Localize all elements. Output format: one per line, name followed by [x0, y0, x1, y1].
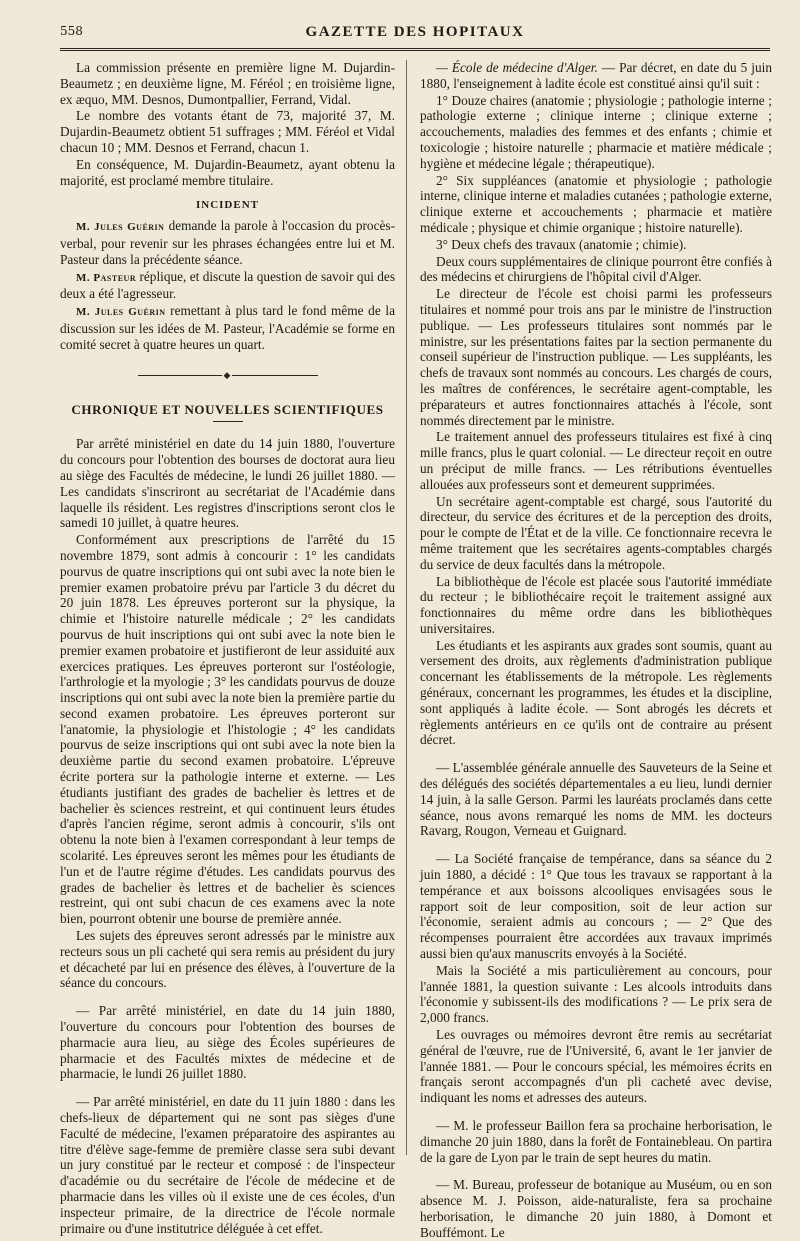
paragraph: — La Société française de tempérance, dans sa séance du 2 juin 1880, a décidé : 1° Que tous les travaux se rapportant à la tempérance et aux boissons alcooliques envisagées sous le rapport soit de leur composition, soit de leur action sur l'économie, seraient admis au concours ; — 2° Que des récompenses pourraient être accordées aux travaux imprimés aussi bien qu'aux manuscrits envoyés à la Société.: [420, 851, 772, 962]
page-number: 558: [60, 24, 83, 38]
paragraph: Le nombre des votants étant de 73, majorité 37, M. Dujardin-Beaumetz obtient 51 suffrages ; MM. Féréol et Vidal chacun 10 ; MM. Desnos et Ferrand, chacun 1.: [60, 108, 395, 155]
paragraph: [60, 269, 395, 303]
speaker-name: M. Jules Guérin: [76, 306, 166, 319]
paragraph: — M. Bureau, professeur de botanique au Muséum, ou en son absence M. J. Poisson, aide-naturaliste, fera sa prochaine herborisation, le dimanche 20 juin 1880, à Domont et Bouffémont. Le: [420, 1177, 772, 1240]
paragraph: En conséquence, M. Dujardin-Beaumetz, ayant obtenu la majorité, est proclamé membre titulaire.: [60, 156, 395, 188]
paragraph: — Par arrêté ministériel, en date du 11 juin 1880 : dans les chefs-lieux de département qui ne sont pas sièges d'une Faculté de médecine, l'examen préparatoire des aspirantes au titre d'élève sage-femme de première classe sera subi devant un jury constitué par le recteur et composé : de l'inspecteur d'académie ou du secrétaire de l'école de médecine et de pharmacie dans les villes où il existe une de ces écoles, d'un inspecteur primaire, de la directrice de l'école normale primaire ou d'une institutrice déléguée à cet effet.: [60, 1094, 395, 1236]
page-header: [60, 20, 770, 51]
paragraph: Le traitement annuel des professeurs titulaires est fixé à cinq mille francs, plus le quart colonial. — Le directeur reçoit en outre un préciput de mille francs. — Les rétributions éventuelles allouées aux professeurs sont et demeurent supprimées.: [420, 429, 772, 492]
right-column: [420, 60, 772, 1240]
paragraph: Un secrétaire agent-comptable est chargé, sous l'autorité du directeur, du service des écritures et de la perception des droits, pour le compte de l'État et de la ville. Ce fonctionnaire recevra le même traitement que les secrétaires agents-comptables chargés du service de deux facultés dans la métropole.: [420, 493, 772, 572]
paragraph: Conformément aux prescriptions de l'arrêté du 15 novembre 1879, sont admis à concourir : 1° les candidats pourvus de quatre inscriptions qui ont subi avec la note bien le premier examen probatoire prévu par l'article 3 du décret du 20 juin 1878. Les épreuves porteront sur la physique, la chimie et l'histoire naturelle médicale ; 2° les candidats pourvus de huit inscriptions qui ont subi avec la note bien le premier examen probatoire et justifieront de leur assiduité aux exercices pratiques. Les épreuves porteront sur l'ostéologie, l'arthrologie et la myologie ; 3° les candidats pourvus de douze inscriptions qui ont subi avec la note bien la première partie du second examen probatoire. Les épreuves porteront sur l'anatomie, la physiologie et l'histologie ; 4° les candidats pourvus de seize inscriptions qui ont subi avec la note bien la deuxième partie du second examen probatoire. L'épreuve écrite portera sur la pathologie interne et externe. — Les étudiants justifiant des grades de bachelier ès lettres et de bachelier ès sciences restreint, et qui continuent leurs études d'après l'ancien régime, seront admis à concourir, s'ils ont obtenu la note bien à l'examen correspondant à leur temps de scolarité. Les épreuves seront les mêmes pour les étudiants de l'un et de l'autre régime d'études. Les candidats pourvus des grades de bachelier ès lettres et de bachelier ès sciences restreint, qui ont subi chacun de ces examens avec la note bien, pourront obtenir une bourse de première année.: [60, 532, 395, 927]
item-heading: — École de médecine d'Alger.: [436, 60, 598, 75]
item-text: — Par décret, en date du 5 juin 1880, l'enseignement à ladite école est constitué ainsi qu'il suit :: [420, 60, 772, 91]
paragraph: — L'assemblée générale annuelle des Sauveteurs de la Seine et des délégués des sociétés départementales a eu lieu, lundi dernier 14 juin, à la salle Gerson. Parmi les lauréats proclamés dans cette séance, nous avons remarqué les noms de MM. les docteurs Ravarg, Rougon, Verneau et Guignard.: [420, 760, 772, 839]
paragraph: 2° Six suppléances (anatomie et physiologie ; pathologie interne, clinique interne et maladies cutanées ; pathologie externe, clinique externe et accouchements ; pharmacie et matière médicale ; physique et chimie organique ; histoire naturelle).: [420, 172, 772, 235]
paragraph: Les sujets des épreuves seront adressés par le ministre aux recteurs sous un pli cacheté qui sera remis au président du jury et décacheté par lui en présence des élèves, à l'ouverture de la séance du concours.: [60, 928, 395, 991]
left-column: [60, 60, 396, 1236]
title-underline: [213, 421, 243, 422]
speech-text: réplique, et discute la question de savoir qui des deux a été l'agresseur.: [60, 268, 396, 302]
paragraph: Les étudiants et les aspirants aux grades sont soumis, quant au versement des droits, aux règlements d'administration publique concernant les établissements de la métropole. Les règlements généraux, concernant les programmes, les études et la discipline, sont appliqués à ladite école. — Sont abrogés les décrets et règlements antérieurs en ce qu'ils ont de contraire au présent décret.: [420, 637, 772, 748]
paragraph: Deux cours supplémentaires de clinique pourront être confiés à des médecins et chirurgiens de l'hôpital civil d'Alger.: [420, 253, 772, 285]
paragraph: — M. le professeur Baillon fera sa prochaine herborisation, le dimanche 20 juin 1880, dans la forêt de Fontainebleau. On partira de la gare de Lyon par le train de sept heures du matin.: [420, 1118, 772, 1165]
journal-title: GAZETTE DES HOPITAUX: [305, 24, 525, 40]
paragraph: [420, 60, 772, 92]
section-divider: [138, 375, 318, 376]
paragraph: Mais la Société a mis particulièrement au concours, pour l'année 1881, la question suivante : Les alcools introduits dans l'économie y subissent-ils des modifications ? — Le prix sera de 2,000 francs.: [420, 962, 772, 1026]
speaker-name: M. Jules Guérin: [76, 221, 165, 234]
paragraph: 3° Deux chefs des travaux (anatomie ; chimie).: [436, 236, 687, 252]
paragraph: [60, 218, 395, 267]
column-divider: [406, 60, 407, 1155]
paragraph: La commission présente en première ligne M. Dujardin-Beaumetz ; en deuxième ligne, M. Féréol ; en troisième ligne, ex æquo, MM. Desnos, Dumontpallier, Ferrand, Vidal.: [60, 60, 395, 107]
speaker-name: M. Pasteur: [76, 271, 137, 284]
speech-text: demande la parole à l'occasion du procès-verbal, pour revenir sur les phrases échangées entre lui et M. Pasteur dans la précédente séance.: [60, 218, 395, 267]
paragraph: 1° Douze chaires (anatomie ; physiologie ; pathologie interne ; pathologie externe ; clinique interne ; clinique externe ; accouchements, maladies des femmes et des enfants ; chimie et toxicologie ; histoire naturelle ; pharmacie et matière médicale ; hygiène et médecine légale ; thérapeutique).: [420, 92, 772, 171]
paragraph: La bibliothèque de l'école est placée sous l'autorité immédiate du recteur ; le bibliothécaire reçoit le traitement assigné aux fonctionnaires du même ordre dans les bibliothèques universitaires.: [420, 573, 772, 636]
paragraph: — Par arrêté ministériel, en date du 14 juin 1880, l'ouverture du concours pour l'obtention des bourses de pharmacie aura lieu, au siège des Écoles supérieures de pharmacie et des Facultés mixtes de médecine et de pharmacie, le lundi 26 juillet 1880.: [60, 1003, 395, 1082]
paragraph: Par arrêté ministériel en date du 14 juin 1880, l'ouverture du concours pour l'obtention des bourses de doctorat aura lieu au siège des Facultés de médecine, le lundi 26 juillet 1880. — Les candidats s'inscriront au secrétariat de l'Académie dans laquelle ils résident. Les registres d'inscriptions seront clos le samedi 10 juillet, à quatre heures.: [60, 436, 395, 531]
paragraph: Le directeur de l'école est choisi parmi les professeurs titulaires et nommé pour trois ans par le ministre de l'instruction publique. — Les professeurs titulaires sont nommés par le ministre, sur les présentations faites par la section permanente du conseil supérieur de l'instruction publique. — Les suppléants, les chefs de travaux sont nommés au concours. Les chargés de cours, les maîtres de conférences, le secrétaire agent-comptable, les préparateurs et autres fonctionnaires attachés à l'école, sont nommés directement par le ministre.: [420, 286, 772, 428]
paragraph: Les ouvrages ou mémoires devront être remis au secrétariat général de l'œuvre, rue de l'Université, 6, avant le 1er janvier de l'année 1881. — Pour le concours spécial, les mémoires écrits en français seront accompagnés d'un pli cacheté avec devise, indiquant les noms et adresses des auteurs.: [420, 1027, 772, 1106]
speech-text: remettant à plus tard le fond même de la discussion sur les idées de M. Pasteur, l'Académie se forme en comité secret à quatre heures un quart.: [60, 303, 395, 352]
paragraph: [60, 303, 395, 352]
incident-title: INCIDENT: [195, 199, 259, 212]
section-title: CHRONIQUE ET NOUVELLES SCIENTIFIQUES: [71, 401, 384, 417]
